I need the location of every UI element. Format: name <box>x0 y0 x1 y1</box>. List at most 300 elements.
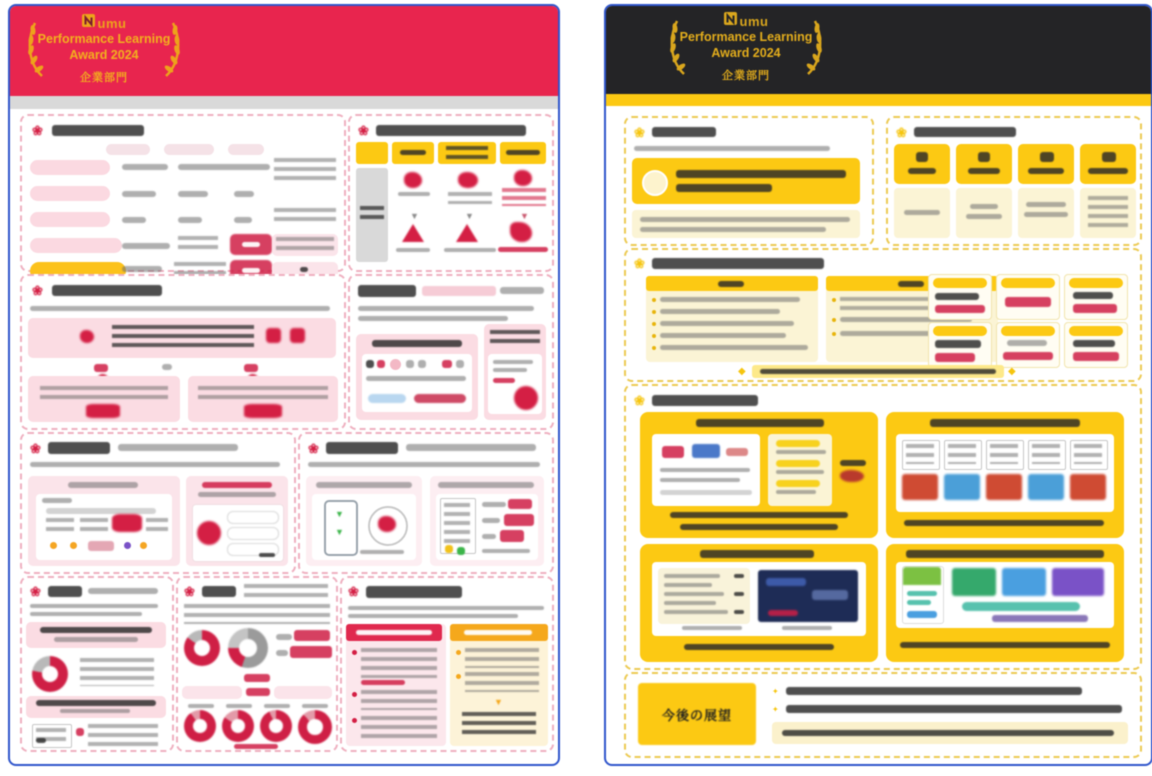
thumb <box>902 440 940 470</box>
col-header-placeholder <box>164 144 214 155</box>
kanji-red-placeholder <box>86 404 120 418</box>
section-title-placeholder <box>52 125 144 136</box>
cell-placeholder <box>122 164 168 170</box>
stat-header-pill <box>1069 278 1123 288</box>
list-panel <box>658 568 750 624</box>
highlight-line <box>752 365 1004 378</box>
red-asterisk-blob <box>378 516 396 532</box>
section-title-placeholder <box>376 125 526 136</box>
teal-block <box>952 568 996 596</box>
bullet-text-block <box>361 716 437 742</box>
center-red-note <box>244 674 270 682</box>
stat-card <box>996 274 1060 320</box>
stat-value-red <box>935 305 985 313</box>
stat-label <box>276 650 288 656</box>
card-header-placeholder <box>438 482 534 488</box>
bullet-dot-orange <box>456 674 461 679</box>
mini-text <box>259 553 275 557</box>
initiative1-card-left <box>356 334 478 420</box>
bullet-dot-yellow <box>652 298 656 302</box>
section-title-placeholder <box>652 395 758 406</box>
profile-icon <box>1040 152 1054 162</box>
section-voices-outlook <box>340 576 554 752</box>
cell-block <box>146 518 168 532</box>
award-division: 企業部門 <box>722 70 770 83</box>
list-line <box>664 592 724 596</box>
outlook-bullet-text <box>786 687 1082 695</box>
section-results-1 <box>20 576 174 752</box>
cell-placeholder <box>178 217 202 223</box>
bullet-dot-yellow <box>832 318 836 322</box>
green-mark <box>457 547 465 555</box>
section-company-profile <box>886 116 1142 246</box>
icon-label-placeholder <box>398 192 430 196</box>
header-text-placeholder <box>446 146 488 160</box>
section-title-placeholder <box>326 442 398 454</box>
card-header-red <box>202 482 272 488</box>
donut-chart-red <box>260 710 292 742</box>
left-poster <box>8 4 560 766</box>
down-arrow-icon: ▼ <box>410 211 419 221</box>
donut-label <box>302 704 328 708</box>
closing-text-block <box>462 712 536 738</box>
body-text-placeholder <box>30 306 330 311</box>
flower-icon-red: ❀ <box>184 584 195 599</box>
badge-text-placeholder <box>242 268 260 273</box>
card-screenshot <box>488 354 542 414</box>
ribbon-text <box>356 630 432 635</box>
caption-line <box>682 626 742 630</box>
outlook-highlight <box>772 722 1128 744</box>
stat-header-pill <box>1069 326 1123 336</box>
card-text-block <box>40 386 168 400</box>
result-text-block <box>88 724 158 746</box>
issues-box <box>646 276 818 362</box>
stat-header-pill <box>933 326 987 336</box>
photo-detail-red <box>768 610 798 616</box>
card-screenshot <box>652 562 866 636</box>
glyph-placeholder <box>366 360 374 368</box>
card-caption <box>904 520 1104 526</box>
goals-header-text <box>898 281 924 287</box>
side-text-placeholder <box>360 206 384 220</box>
card-screenshot <box>896 562 1114 628</box>
award-emblem <box>24 14 184 85</box>
issues-header-text <box>718 281 744 287</box>
badge-text-placeholder <box>242 242 260 247</box>
cell-placeholder <box>178 164 270 170</box>
line-placeholder <box>42 498 72 503</box>
line-placeholder <box>493 360 533 364</box>
diamond-icon-yellow: ◆ <box>738 366 746 377</box>
cell-placeholder <box>122 266 162 272</box>
cell-block <box>46 518 74 532</box>
stat-value <box>1073 292 1113 299</box>
col-header-placeholder <box>106 144 150 155</box>
initiative1-card-right <box>484 324 546 420</box>
body-text-block <box>184 604 330 624</box>
glyph-placeholder <box>406 360 414 368</box>
cell-placeholder <box>122 191 156 197</box>
profile-icon <box>978 152 990 162</box>
title-sub-placeholder <box>500 287 544 294</box>
panel-line <box>776 450 826 454</box>
body-text-placeholder <box>348 614 518 618</box>
umu-logo <box>724 12 769 30</box>
flower-icon-red: ❀ <box>30 441 41 456</box>
profile-value-block <box>1088 196 1128 232</box>
card-title <box>700 550 814 558</box>
profile-header-cell <box>1018 144 1074 184</box>
icon-dot-purple <box>124 542 131 549</box>
icon-label-placeholder <box>444 248 496 252</box>
initiative2-card-right <box>186 476 288 566</box>
profile-body-cell <box>1018 188 1074 238</box>
section-message <box>624 116 874 246</box>
line-placeholder <box>366 376 466 381</box>
award-title-line2: Award 2024 <box>711 45 781 60</box>
profile-icon <box>1102 152 1116 162</box>
voices-ribbon <box>346 624 442 641</box>
award-emblem <box>666 12 826 83</box>
down-arrow-icon: ▼ <box>465 211 474 221</box>
header-text-placeholder <box>400 150 426 155</box>
chart-line <box>660 478 740 482</box>
note-text <box>640 227 826 232</box>
initiative-card-2 <box>886 412 1124 538</box>
teal-pill <box>962 602 1080 611</box>
right-poster-header <box>606 6 1151 94</box>
section-issues-goals <box>624 248 1142 382</box>
result-band <box>26 622 166 648</box>
profile-value <box>1024 212 1068 217</box>
card-caption <box>670 512 848 518</box>
header-gray-strip <box>10 96 558 109</box>
glyph-placeholder <box>456 360 464 368</box>
issues-header <box>646 276 818 291</box>
body-text-placeholder <box>358 316 508 321</box>
umu-logo-icon <box>82 14 95 32</box>
thumb-lines <box>1074 444 1102 464</box>
section-title-placeholder <box>652 127 716 137</box>
block-red <box>902 474 938 500</box>
card-title <box>930 419 1080 427</box>
section-initiative-summary <box>20 274 346 430</box>
block-blue <box>1028 474 1064 500</box>
thumb <box>986 440 1024 470</box>
bullet-text <box>660 297 800 302</box>
band-text-sub <box>54 637 138 642</box>
initiative-card-1 <box>640 412 878 538</box>
card-screenshot <box>192 504 284 562</box>
section-title-placeholder <box>52 285 162 296</box>
card-screenshot <box>436 494 538 560</box>
donut-label <box>264 704 290 708</box>
section-initiative-3 <box>298 432 554 574</box>
purple-bar <box>992 615 1088 622</box>
title-sub-placeholder <box>118 444 238 451</box>
list-line <box>664 601 716 605</box>
award-title-line1: Performance Learning <box>37 32 171 46</box>
profile-header-cell <box>1080 144 1136 184</box>
red-stat-placeholder <box>500 530 524 542</box>
green-arrow-icon: ▼ <box>335 509 344 519</box>
teal-line <box>907 600 931 605</box>
list-line <box>664 583 712 587</box>
doc-label <box>36 738 46 743</box>
section-overview-table <box>20 114 346 272</box>
stat-value-red <box>1005 297 1051 307</box>
stat-value <box>1007 340 1047 346</box>
profile-body-cell <box>956 188 1012 238</box>
icon-dot-orange <box>140 542 147 549</box>
green-arrow-icon: ▼ <box>335 527 344 537</box>
profile-label <box>968 168 1000 174</box>
flower-icon-red: ❀ <box>30 584 41 599</box>
block-blue <box>944 474 980 500</box>
bullet-dot-yellow <box>652 346 656 350</box>
award-title-line2: Award 2024 <box>69 47 139 62</box>
right-poster <box>604 4 1152 766</box>
red-highlight-blob <box>112 514 142 532</box>
stat-card <box>928 274 992 320</box>
award-title-line1: Performance Learning <box>679 30 813 44</box>
thumb-lines <box>990 444 1018 464</box>
stat-header-pill <box>1001 326 1055 336</box>
summary-banner <box>28 318 336 358</box>
initiative3-card-right <box>430 476 544 566</box>
stat-card <box>996 322 1060 368</box>
body-text-placeholder <box>30 462 280 467</box>
title-highlight-chip <box>422 286 496 296</box>
icon-label-red-block <box>502 188 546 206</box>
message-note <box>632 210 860 238</box>
title-sub-placeholder <box>88 588 158 594</box>
mini-text <box>482 502 506 507</box>
marker-icon-red <box>80 330 94 343</box>
chart-line <box>660 468 750 472</box>
banner-text <box>676 170 846 178</box>
profile-body-cell <box>1080 188 1136 238</box>
cell-placeholder <box>122 217 146 223</box>
cell-block <box>80 518 108 532</box>
thumb-lines <box>948 444 976 464</box>
kanji-red-placeholder <box>266 328 281 343</box>
red-badge-blob <box>197 521 221 545</box>
thumb <box>1028 440 1066 470</box>
bullet-text <box>660 333 786 338</box>
person-icon-red <box>514 170 532 186</box>
initiative-card-4 <box>886 544 1124 662</box>
stat-value-red <box>294 630 330 641</box>
bullet-text-block <box>361 690 437 710</box>
profile-label <box>1028 168 1064 174</box>
cell-placeholder <box>234 217 252 223</box>
profile-label <box>1088 168 1128 174</box>
bullet-dot-red <box>352 692 357 697</box>
panel-line <box>776 490 816 494</box>
teal-line <box>907 591 937 596</box>
initiative2-card-left <box>28 476 180 566</box>
section-title-placeholder <box>202 586 236 597</box>
yellow-chip <box>776 440 820 447</box>
note-red-placeholder <box>244 364 258 372</box>
donut-chart-red <box>298 710 332 744</box>
stat-card <box>1064 322 1128 368</box>
outlook-highlight-text <box>782 730 1114 736</box>
red-mark <box>76 728 84 736</box>
dark-photo <box>758 570 858 622</box>
panel-line <box>776 470 824 474</box>
bullet-dot-yellow <box>652 310 656 314</box>
stat-value-red <box>290 646 332 658</box>
initiative3-card-left <box>306 476 422 566</box>
bullet-dot-yellow <box>652 322 656 326</box>
bullet-diamond-yellow: ✦ <box>772 687 779 696</box>
card-caption <box>680 524 838 530</box>
card-title <box>696 419 824 427</box>
result-band <box>26 696 166 718</box>
yellow-chip <box>776 460 820 467</box>
bullet-text <box>660 321 794 326</box>
line-placeholder <box>46 508 156 514</box>
section-future-outlook <box>624 672 1142 758</box>
outlook-ribbon <box>450 624 548 641</box>
flower-icon-red: ❀ <box>32 123 43 138</box>
stat-card <box>928 322 992 368</box>
red-stat-placeholder <box>504 514 534 526</box>
body-text-placeholder <box>308 462 540 467</box>
icon-label-placeholder <box>396 248 430 252</box>
section-title-placeholder <box>358 285 416 297</box>
block-red <box>1070 474 1106 500</box>
bullet-red-line <box>361 680 405 685</box>
document-thumb <box>32 724 72 748</box>
bullet-dot-orange <box>456 650 461 655</box>
pink-strip <box>274 686 332 699</box>
profile-value <box>904 210 940 215</box>
caption-line <box>782 626 832 630</box>
photo-detail <box>812 590 848 600</box>
donut-chart-red <box>184 710 216 742</box>
stat-value-red <box>1073 304 1117 313</box>
red-line-placeholder <box>493 378 515 383</box>
flower-icon-yellow: ❀ <box>896 125 907 140</box>
banner-text-block <box>112 325 254 351</box>
green-header <box>903 567 941 585</box>
summary-card <box>188 376 338 422</box>
card-caption <box>684 644 834 650</box>
ribbon-text <box>464 630 532 635</box>
donut-chart-red <box>32 656 68 692</box>
profile-value <box>1026 202 1066 207</box>
profile-icon <box>916 152 928 162</box>
summary-card <box>28 376 180 422</box>
list-value <box>734 592 744 596</box>
donut-chart-red <box>222 710 254 742</box>
award-division: 企業部門 <box>80 72 128 85</box>
green-card <box>902 566 944 624</box>
mini-text <box>482 549 530 553</box>
umu-logo <box>82 14 127 32</box>
glyph-placeholder <box>377 360 385 368</box>
stat-value <box>935 293 979 300</box>
block-red <box>986 474 1022 500</box>
card-screenshot <box>896 434 1114 512</box>
annotation-text-block <box>274 158 336 182</box>
medal-icon <box>642 170 668 196</box>
doc-lines <box>444 503 470 543</box>
list-line <box>664 574 720 578</box>
chart-line <box>660 490 752 495</box>
profile-body-cell <box>894 188 950 238</box>
annotation-mark <box>300 267 308 272</box>
section-title-placeholder <box>48 442 110 454</box>
card-caption <box>900 642 1110 648</box>
body-text-placeholder <box>634 146 830 151</box>
band-text-sub <box>60 709 130 713</box>
section-results-2 <box>176 576 338 752</box>
flower-icon-red: ❀ <box>348 584 359 599</box>
list-value <box>734 574 744 578</box>
message-banner <box>632 158 860 204</box>
logo-text: umu <box>97 15 127 31</box>
bullet-diamond-yellow: ✦ <box>772 705 779 714</box>
card-header-block <box>490 330 540 348</box>
flower-icon-red: ❀ <box>308 441 319 456</box>
person-icon-red <box>404 172 422 188</box>
outlook-bullet-text <box>786 705 1122 713</box>
card-text-block <box>198 386 328 400</box>
cell-text-block <box>178 236 218 251</box>
bullet-dot-yellow <box>832 298 836 302</box>
profile-header-cell <box>956 144 1012 184</box>
down-arrow-orange-icon: ▼ <box>494 697 503 707</box>
card-header-placeholder <box>316 482 412 488</box>
card-screenshot <box>312 494 416 560</box>
card-panel <box>768 434 832 506</box>
stat-value <box>935 340 981 348</box>
bullet-text-block <box>361 648 437 678</box>
chart-red-block <box>662 446 684 458</box>
band-text <box>40 627 152 633</box>
cluster-icon-red <box>510 222 532 242</box>
down-arrow-icon: ▼ <box>520 211 529 221</box>
side-note <box>840 460 866 466</box>
section-initiatives <box>624 384 1142 670</box>
body-text-placeholder <box>30 604 158 608</box>
red-stamp-blob <box>514 386 538 410</box>
bullet-dot-yellow <box>832 332 836 336</box>
person-icon-red <box>458 172 478 188</box>
donut-label <box>226 704 252 708</box>
donut-chart-red <box>184 630 220 666</box>
section-title-placeholder <box>914 127 1016 137</box>
stat-card <box>1064 274 1128 320</box>
section-initiative-2 <box>20 432 296 574</box>
thumb-lines <box>1032 444 1060 464</box>
blue-line <box>907 611 937 618</box>
chart-pink-block <box>726 448 748 456</box>
band-text <box>36 700 156 706</box>
stat-header-pill <box>933 278 987 288</box>
kanji-red-placeholder <box>244 404 282 418</box>
diamond-icon-yellow: ◆ <box>1008 366 1016 377</box>
cell-placeholder <box>178 191 208 197</box>
list-value <box>734 610 744 614</box>
card-header-placeholder <box>372 340 462 347</box>
glyph-placeholder <box>390 359 401 370</box>
